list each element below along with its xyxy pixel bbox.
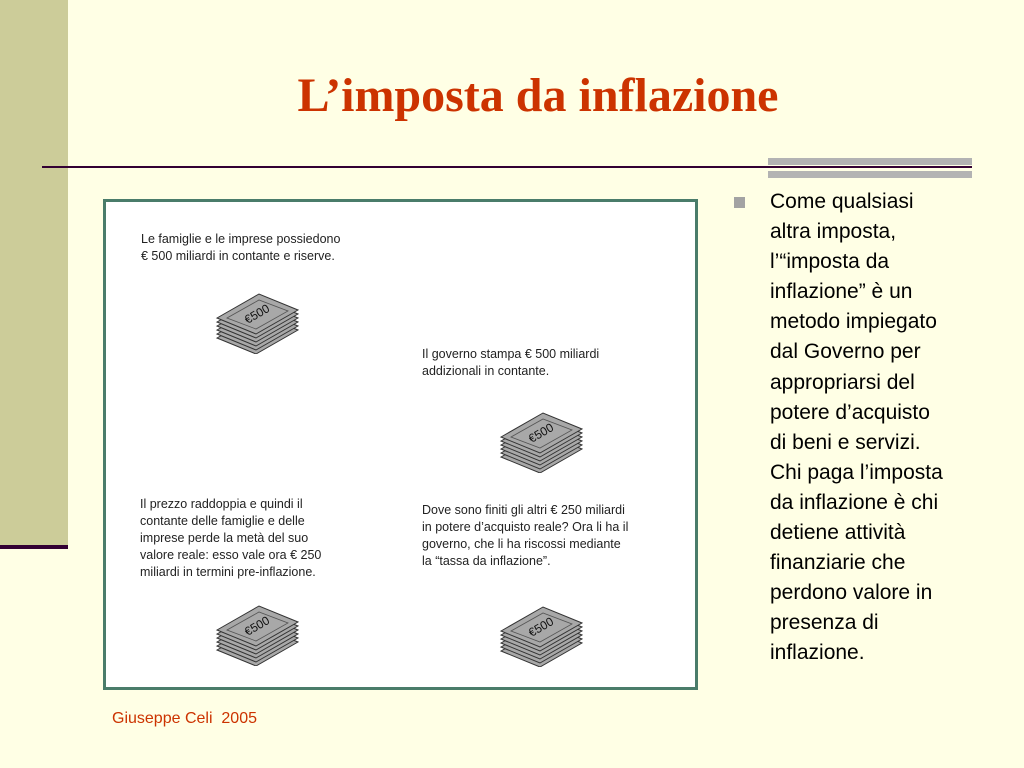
- banknote-stack-icon: [496, 597, 586, 667]
- footer-author: Giuseppe Celi 2005: [112, 710, 257, 727]
- left-decor-band: [0, 0, 68, 548]
- title-rule: [42, 166, 972, 168]
- banknote-label: €500: [241, 301, 273, 327]
- banknote-label: €500: [525, 420, 557, 446]
- bullet-text: Come qualsiasi altra imposta, l’“imposta da inflazione” è un metodo impiegato dal Governo per appropriarsi del potere d’acquisto di beni e servizi. Chi paga l’imposta da inflazione è chi detiene attività finanziarie che perdono valore in presenza di inflazione.: [770, 190, 943, 665]
- bullet-square-icon: [734, 197, 745, 208]
- inflation-tax-figure: [103, 199, 698, 690]
- banknote-stack-icon: [212, 596, 302, 666]
- panel-3-text: Il prezzo raddoppia e quindi il contante delle famiglie e delle imprese perde la metà del suo valore reale: esso vale ora € 250 miliardi in termini pre-inflazione.: [140, 497, 322, 579]
- panel-1-text: Le famiglie e le imprese possiedono € 500 miliardi in contante e riserve.: [141, 232, 341, 263]
- banknote-label: €500: [241, 613, 273, 639]
- slide-title: L’imposta da inflazione: [297, 69, 779, 122]
- panel-4-text: Dove sono finiti gli altri € 250 miliardi in potere d’acquisto reale? Ora li ha il governo, che li ha riscossi mediante la “tassa da inflazione”.: [422, 503, 629, 568]
- banknote-stack-icon: [212, 284, 302, 354]
- panel-2-text: Il governo stampa € 500 miliardi addizionali in contante.: [422, 347, 600, 378]
- banknote-label: €500: [525, 614, 557, 640]
- title-rule-accent-bottom: [768, 171, 972, 178]
- banknote-stack-icon: [496, 403, 586, 473]
- title-rule-accent-top: [768, 158, 972, 165]
- left-decor-line: [0, 545, 68, 549]
